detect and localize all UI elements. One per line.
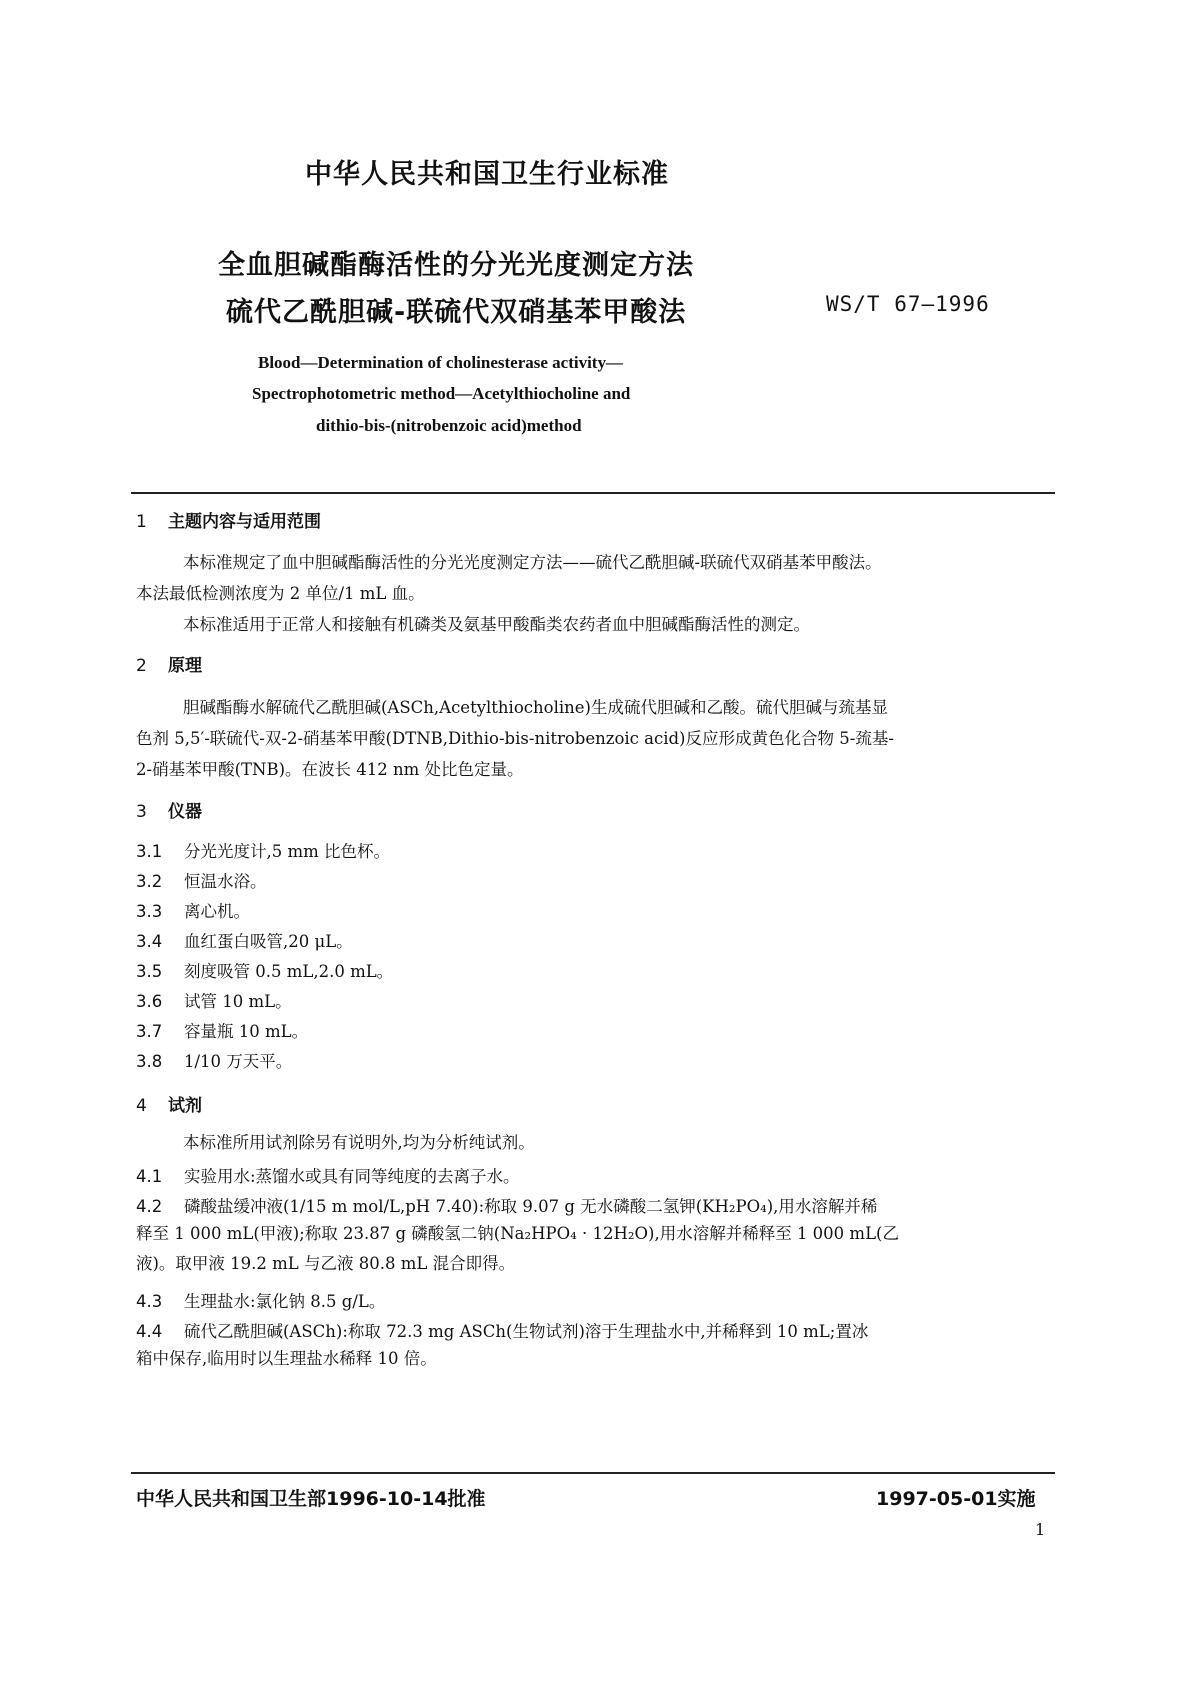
section-2-number: 2 bbox=[136, 656, 147, 676]
section-2-line2: 色剂 5,5′-联硫代-双-2-硝基苯甲酸(DTNB,Dithio-bis-nitrobenzoic acid)反应形成黄色化合物 5-巯基- bbox=[136, 729, 894, 748]
item-number: 4.1 bbox=[136, 1167, 163, 1186]
item-text: 实验用水:蒸馏水或具有同等纯度的去离子水。 bbox=[184, 1167, 520, 1186]
section-1-p1-line2: 本法最低检测浓度为 2 单位/1 mL 血。 bbox=[136, 584, 425, 603]
item-text: 生理盐水:氯化钠 8.5 g/L。 bbox=[184, 1292, 386, 1311]
item-text: 血红蛋白吸管,20 μL。 bbox=[184, 932, 353, 951]
item-number: 3.3 bbox=[136, 902, 163, 921]
footer-divider bbox=[131, 1472, 1055, 1474]
section-4-item-2 bbox=[136, 1193, 877, 1217]
item-text: 容量瓶 10 mL。 bbox=[184, 1022, 309, 1041]
item-text: 刻度吸管 0.5 mL,2.0 mL。 bbox=[184, 962, 394, 981]
section-4-item-1 bbox=[136, 1163, 520, 1187]
section-3-item bbox=[136, 868, 267, 892]
section-4-intro: 本标准所用试剂除另有说明外,均为分析纯试剂。 bbox=[183, 1133, 535, 1152]
section-4-heading bbox=[136, 1091, 202, 1116]
section-3-title: 仪器 bbox=[168, 802, 202, 822]
section-2-line1: 胆碱酯酶水解硫代乙酰胆碱(ASCh,Acetylthiocholine)生成硫代胆碱和乙酸。硫代胆碱与巯基显 bbox=[183, 698, 888, 717]
section-3-item bbox=[136, 898, 250, 922]
item-number: 3.1 bbox=[136, 842, 163, 861]
approval-statement: 中华人民共和国卫生部1996-10-14批准 bbox=[136, 1488, 486, 1510]
item-text: 恒温水浴。 bbox=[184, 872, 267, 891]
item-number: 3.4 bbox=[136, 932, 163, 951]
item-number: 4.4 bbox=[136, 1322, 163, 1341]
section-3-item bbox=[136, 958, 393, 982]
section-3-heading bbox=[136, 797, 202, 822]
section-4-number: 4 bbox=[136, 1096, 147, 1116]
section-3-number: 3 bbox=[136, 802, 147, 822]
section-4-item-2-line2: 释至 1 000 mL(甲液);称取 23.87 g 磷酸氢二钠(Na₂HPO₄ · 12H₂O),用水溶解并稀释至 1 000 mL(乙 bbox=[136, 1224, 899, 1243]
section-3-item bbox=[136, 928, 353, 952]
title-en-line3: dithio-bis-(nitrobenzoic acid)method bbox=[316, 416, 582, 435]
title-en-line1: Blood—Determination of cholinesterase activity— bbox=[258, 353, 623, 372]
section-4-item-3 bbox=[136, 1288, 385, 1312]
title-en-line2: Spectrophotometric method—Acetylthiocholine and bbox=[252, 384, 631, 403]
section-1-title: 主题内容与适用范围 bbox=[168, 512, 321, 532]
implementation-date: 1997-05-01实施 bbox=[876, 1488, 1036, 1510]
section-1-number: 1 bbox=[136, 512, 147, 532]
page-number: 1 bbox=[1035, 1520, 1046, 1539]
item-text: 离心机。 bbox=[184, 902, 250, 921]
section-1-heading bbox=[136, 507, 321, 532]
section-4-item-4-line2: 箱中保存,临用时以生理盐水稀释 10 倍。 bbox=[136, 1349, 437, 1368]
item-text: 分光光度计,5 mm 比色杯。 bbox=[184, 842, 391, 861]
section-1-p2: 本标准适用于正常人和接触有机磷类及氨基甲酸酯类农药者血中胆碱酯酶活性的测定。 bbox=[183, 615, 810, 634]
item-number: 4.2 bbox=[136, 1197, 163, 1216]
section-4-title: 试剂 bbox=[168, 1096, 202, 1116]
title-zh-line2: 硫代乙酰胆碱-联硫代双硝基苯甲酸法 bbox=[226, 297, 687, 328]
item-number: 3.7 bbox=[136, 1022, 163, 1041]
item-number: 3.8 bbox=[136, 1052, 163, 1071]
item-text: 1/10 万天平。 bbox=[184, 1052, 293, 1071]
item-text: 硫代乙酰胆碱(ASCh):称取 72.3 mg ASCh(生物试剂)溶于生理盐水中,并稀释到 10 mL;置冰 bbox=[184, 1322, 869, 1341]
section-2-title: 原理 bbox=[168, 656, 202, 676]
section-3-item bbox=[136, 838, 390, 862]
title-zh-line1: 全血胆碱酯酶活性的分光光度测定方法 bbox=[218, 250, 694, 281]
section-2-heading bbox=[136, 651, 202, 676]
section-3-item bbox=[136, 1048, 292, 1072]
standard-code: WS/T 67—1996 bbox=[826, 292, 990, 316]
section-1-p1-line1: 本标准规定了血中胆碱酯酶活性的分光光度测定方法——硫代乙酰胆碱-联硫代双硝基苯甲酸法。 bbox=[183, 553, 882, 572]
section-4-item-4 bbox=[136, 1318, 868, 1342]
section-3-item bbox=[136, 988, 292, 1012]
section-2-line3: 2-硝基苯甲酸(TNB)。在波长 412 nm 处比色定量。 bbox=[136, 760, 524, 779]
item-number: 3.5 bbox=[136, 962, 163, 981]
standard-type: 中华人民共和国卫生行业标准 bbox=[305, 159, 669, 190]
section-4-item-2-line3: 液)。取甲液 19.2 mL 与乙液 80.8 mL 混合即得。 bbox=[136, 1254, 516, 1273]
section-3-item bbox=[136, 1018, 308, 1042]
header-divider bbox=[131, 492, 1055, 494]
item-number: 3.2 bbox=[136, 872, 163, 891]
item-number: 4.3 bbox=[136, 1292, 163, 1311]
item-text: 试管 10 mL。 bbox=[184, 992, 292, 1011]
item-number: 3.6 bbox=[136, 992, 163, 1011]
item-text: 磷酸盐缓冲液(1/15 m mol/L,pH 7.40):称取 9.07 g 无水磷酸二氢钾(KH₂PO₄),用水溶解并稀 bbox=[184, 1197, 878, 1216]
